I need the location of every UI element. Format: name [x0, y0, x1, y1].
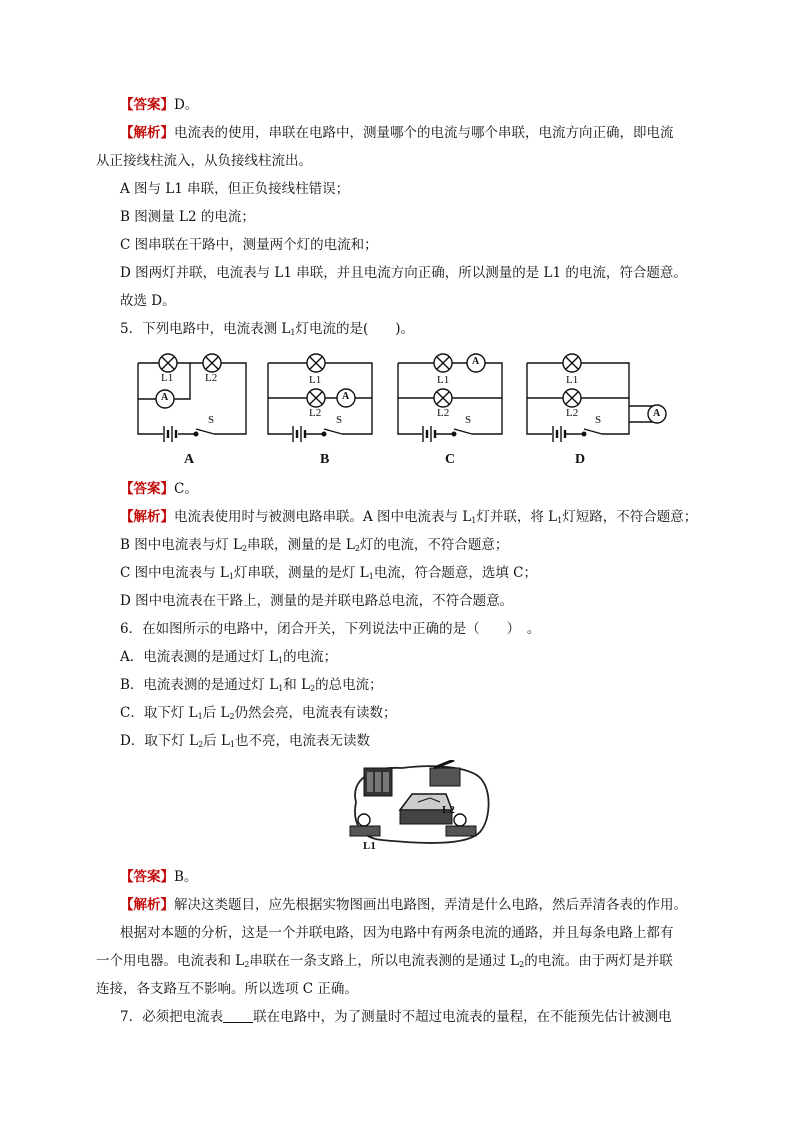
q5-analysis-l3: C 图中电流表与 $L_1$灯串联，测量的是灯 $L_1$电流，符合题意，选填 C； [120, 565, 537, 581]
q4-option-c: C 图串联在干路中，测量两个灯的电流和； [120, 237, 378, 253]
circuit-c-switch: S [465, 414, 472, 426]
lamp-icon [307, 389, 325, 407]
q6-analysis-l4: 连接，各支路互不影响。所以选项 C 正确。 [96, 981, 358, 997]
q6-option-b: B．电流表测的是通过灯 $L_1$和 $L_2$的总电流； [120, 677, 383, 693]
lamp-icon [307, 354, 325, 372]
q4-answer: 【答案】D。 [120, 97, 199, 113]
circuit-b-meter: A [342, 391, 350, 402]
circuit-b-switch: S [336, 414, 343, 426]
circuit-c-l2: L2 [437, 407, 450, 419]
q6-analysis-l1: 【解析】解决这类题目，应先根据实物图画出电路图，弄清是什么电路，然后弄清各表的作用。 [120, 897, 687, 913]
q6-option-a: A．电流表测的是通过灯 $L_1$的电流； [120, 649, 338, 665]
lamp-icon [563, 389, 581, 407]
circuit-a-meter: A [161, 392, 169, 403]
circuit-d-label: D [575, 452, 586, 467]
q6-option-c: C．取下灯 $L_1$后 $L_2$仍然会亮，电流表有读数； [120, 705, 397, 721]
battery-icon [293, 426, 305, 442]
circuit-a-switch: S [208, 414, 215, 426]
q6-stem: 6．在如图所示的电路中，闭合开关，下列说法中正确的是（ ） 。 [120, 621, 541, 637]
lamp-icon [203, 354, 221, 372]
q5-analysis-l1: 【解析】电流表使用时与被测电路串联。A 图中电流表与 $L_1$灯并联，将 $L_1$灯短路，不符合题意； [120, 509, 698, 525]
lamp-icon [159, 354, 177, 372]
q4-analysis-l2: 从正接线柱流入，从负接线柱流出。 [96, 153, 312, 169]
circuit-a-l2: L2 [205, 372, 218, 384]
q5-circuit-figures [0, 345, 794, 485]
circuit-d [527, 363, 660, 436]
q6-fig-l1: L1 [363, 840, 376, 852]
q6-analysis-l3: 一个用电器。电流表和 $L_2$串联在一条支路上，所以电流表测的是通过 $L_2$的电流。由于两灯是并联 [96, 953, 673, 969]
circuit-d-l1: L1 [566, 374, 579, 386]
circuit-b-label: B [320, 452, 330, 467]
q4-choose: 故选 D。 [120, 293, 176, 309]
battery-icon [164, 426, 176, 442]
q6-analysis-l2: 根据对本题的分析，这是一个并联电路，因为电路中有两条电流的通路，并且每条电路上都有 [120, 925, 674, 941]
lamp-icon [434, 354, 452, 372]
q6-option-d: D．取下灯 $L_2$后 $L_1$也不亮，电流表无读数 [120, 733, 371, 749]
circuit-b-l2: L2 [309, 407, 322, 419]
circuit-c-meter: A [472, 356, 480, 367]
circuit-a-l1: L1 [161, 372, 174, 384]
circuit-a [138, 363, 246, 436]
circuit-d-l2: L2 [566, 407, 579, 419]
q4-option-d: D 图两灯并联，电流表与 L1 串联，并且电流方向正确，所以测量的是 L1 的电流，符合题意。 [120, 265, 687, 281]
q4-analysis-l1: 【解析】电流表的使用，串联在电路中，测量哪个的电流与哪个串联，电流方向正确，即电流 [120, 125, 674, 141]
battery-box-icon [364, 768, 392, 796]
battery-icon [423, 426, 435, 442]
circuit-a-label: A [184, 452, 195, 467]
q7-stem: 7．必须把电流表 联在电路中，为了测量时不超过电流表的量程，在不能预先估计被测电 [120, 1009, 672, 1025]
circuit-d-switch: S [595, 414, 602, 426]
circuit-c-l1: L1 [437, 374, 450, 386]
q5-stem: 5．下列电路中，电流表测 $L_1$灯电流的是( )。 [120, 321, 414, 337]
lamp-icon [434, 389, 452, 407]
q6-fig-l2: L2 [442, 804, 455, 816]
q4-option-a: A 图与 L1 串联，但正负接线柱错误； [120, 181, 350, 197]
battery-icon [553, 426, 565, 442]
switch-icon [430, 760, 460, 786]
lamp-icon [563, 354, 581, 372]
circuit-d-meter: A [653, 408, 661, 419]
circuit-c-label: C [445, 452, 456, 467]
circuit-b-l1: L1 [309, 374, 322, 386]
q4-option-b: B 图测量 L2 的电流； [120, 209, 255, 225]
q5-analysis-l2: B 图中电流表与灯 $L_2$串联，测量的是 $L_2$灯的电流，不符合题意； [120, 537, 509, 553]
q7-blank [223, 1010, 253, 1023]
q6-answer: 【答案】B。 [120, 869, 198, 885]
q5-analysis-l4: D 图中电流表在干路上，测量的是并联电路总电流，不符合题意。 [120, 593, 514, 609]
q5-answer: 【答案】C。 [120, 481, 198, 497]
